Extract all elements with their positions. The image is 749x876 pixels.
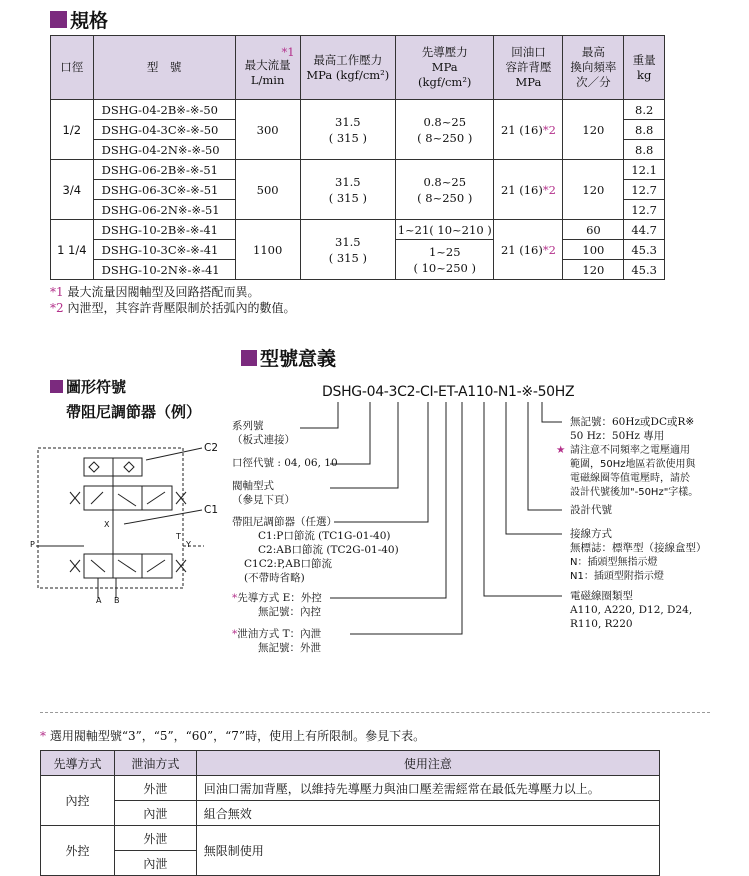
usage-header-pilot: 先導方式 <box>41 751 115 776</box>
header-weight: 重量 kg <box>624 36 665 100</box>
label-freq-note1: 請注意不同頻率之電壓適用 <box>570 445 690 456</box>
label-damper-c1c2: C1C2:P,AB口節流 <box>244 558 333 570</box>
label-wiring: 接線方式 <box>570 528 612 540</box>
model-section-title: 型號意義 <box>241 344 336 371</box>
label-drain: *泄油方式 T：內泄 <box>232 628 322 640</box>
label-coil1: A110, A220, D12, D24, <box>570 604 693 616</box>
table-row <box>51 220 665 240</box>
label-coil: 電磁線圈類型 <box>570 590 633 602</box>
title-square-icon <box>50 380 63 393</box>
usage-note: * 選用閥軸型號“3”，“5”，“60”，“7”時，使用上有所限制。參見下表。 <box>40 729 426 743</box>
label-freq2: 50 Hz：50Hz 專用 <box>570 430 665 442</box>
model-cell: DSHG-06-2B※-※-51 <box>93 160 235 180</box>
port-cell: 1/2 <box>51 100 94 160</box>
label-pilot: *先導方式 E：外控 <box>232 592 322 604</box>
label-drain-none: 無記號：外泄 <box>258 642 321 654</box>
title-square-icon <box>50 11 67 28</box>
max-flow-mark: *1 <box>281 45 295 59</box>
diagram-label-x: X <box>104 520 110 529</box>
label-spool-note: （參見下頁） <box>232 494 295 506</box>
usage-drain-cell: 內泄 <box>114 801 196 826</box>
diagram-label-b: B <box>114 596 120 605</box>
label-design: 設計代號 <box>570 504 612 516</box>
weight-cell: 8.8 <box>624 120 665 140</box>
weight-cell: 8.2 <box>624 100 665 120</box>
model-cell: DSHG-10-2B※-※-41 <box>93 220 235 240</box>
label-freq-note3: 電磁線圈等值電壓時，請於 <box>570 473 690 484</box>
weight-cell: 8.8 <box>624 140 665 160</box>
pilot-cell: 0.8~25 ( 8~250 ) <box>396 160 494 220</box>
table-row <box>41 826 660 851</box>
diagram-label-c2: C2 <box>204 442 219 454</box>
title-square-icon <box>241 350 257 366</box>
label-freq-note2: 範圍，50Hz地區若欲使用與 <box>570 459 696 470</box>
label-wiring3: N1：插頭型附指示燈 <box>570 571 664 582</box>
header-port: 口徑 <box>51 36 94 100</box>
spec-note-2: *2 內泄型，其容許背壓限制於括弧內的數值。 <box>50 301 296 315</box>
pressure-cell: 31.5 ( 315 ) <box>300 100 395 160</box>
model-cell: DSHG-06-2N※-※-51 <box>93 200 235 220</box>
usage-table <box>40 750 660 876</box>
back-pressure-cell: 21 (16)*2 <box>494 220 563 280</box>
label-wiring1: 無標誌：標準型（接線盒型） <box>570 542 707 554</box>
port-cell: 3/4 <box>51 160 94 220</box>
label-coil2: R110, R220 <box>570 618 633 630</box>
table-row <box>51 160 665 180</box>
usage-drain-cell: 內泄 <box>114 851 196 876</box>
symbol-title: 圖形符號 <box>50 376 126 397</box>
label-damper-c2: C2:AB口節流 (TC2G-01-40) <box>258 544 399 556</box>
usage-header-drain: 泄油方式 <box>114 751 196 776</box>
pressure-cell: 31.5 ( 315 ) <box>300 160 395 220</box>
weight-cell: 45.3 <box>624 240 665 260</box>
label-wiring2: N：插頭型無指示燈 <box>570 557 658 568</box>
usage-notice-cell: 組合無效 <box>196 801 659 826</box>
spec-table <box>50 35 665 280</box>
back-pressure-cell: 21 (16)*2 <box>494 160 563 220</box>
diagram-label-c1: C1 <box>204 504 219 516</box>
freq-cell: 60 <box>563 220 624 240</box>
diagram-label-y: Y <box>186 540 191 549</box>
flow-cell: 300 <box>235 100 300 160</box>
diagram-label-t: T <box>176 532 181 541</box>
model-cell: DSHG-10-3C※-※-41 <box>93 240 235 260</box>
port-cell: 1 1/4 <box>51 220 94 280</box>
usage-header-notice: 使用注意 <box>196 751 659 776</box>
spec-header-row <box>51 36 665 100</box>
label-port: 口徑代號 : 04, 06, 10 <box>232 457 338 469</box>
freq-cell: 120 <box>563 160 624 220</box>
weight-cell: 12.1 <box>624 160 665 180</box>
symbol-subtitle: 帶阻尼調節器（例） <box>66 403 202 421</box>
label-damper-c1: C1:P口節流 (TC1G-01-40) <box>258 530 391 542</box>
label-pilot-none: 無記號：內控 <box>258 606 321 618</box>
pilot-cell: 0.8~25 ( 8~250 ) <box>396 100 494 160</box>
weight-cell: 45.3 <box>624 260 665 280</box>
weight-cell: 12.7 <box>624 200 665 220</box>
usage-notice-cell: 回油口需加背壓，以維持先導壓力與油口壓差需經常在最低先導壓力以上。 <box>196 776 659 801</box>
table-row <box>41 801 660 826</box>
freq-cell: 100 <box>563 240 624 260</box>
freq-cell: 120 <box>563 100 624 160</box>
label-series-note: （板式連接） <box>232 434 295 446</box>
usage-pilot-cell: 外控 <box>41 826 115 876</box>
back-pressure-cell: 21 (16)*2 <box>494 100 563 160</box>
flow-cell: 1100 <box>235 220 300 280</box>
usage-pilot-cell: 內控 <box>41 776 115 826</box>
header-max-flow: *1 最大流量 L/min <box>235 36 300 100</box>
label-damper-none: (不帶時省略) <box>244 572 305 584</box>
spec-note-1: *1 最大流量因閥軸型及回路搭配而異。 <box>50 285 260 299</box>
hydraulic-symbol-diagram <box>26 436 236 606</box>
usage-header-row <box>41 751 660 776</box>
model-cell: DSHG-04-3C※-※-50 <box>93 120 235 140</box>
flow-cell: 500 <box>235 160 300 220</box>
model-cell: DSHG-04-2B※-※-50 <box>93 100 235 120</box>
header-max-pressure: 最高工作壓力 MPa (kgf/cm²) <box>300 36 395 100</box>
model-cell: DSHG-06-3C※-※-51 <box>93 180 235 200</box>
label-series: 系列號 <box>232 420 264 432</box>
table-row <box>41 776 660 801</box>
label-damper: 帶阻尼調節器（任選） <box>232 516 337 528</box>
dashed-outline <box>38 448 183 588</box>
usage-drain-cell: 外泄 <box>114 776 196 801</box>
freq-cell: 120 <box>563 260 624 280</box>
weight-cell: 12.7 <box>624 180 665 200</box>
star-icon: ★ <box>556 444 566 456</box>
table-row <box>51 100 665 120</box>
diagram-label-p: P <box>30 540 35 549</box>
diagram-label-a: A <box>96 596 102 605</box>
divider <box>40 712 710 713</box>
main-valve <box>84 554 172 578</box>
model-cell: DSHG-10-2N※-※-41 <box>93 260 235 280</box>
header-model: 型 號 <box>93 36 235 100</box>
usage-notice-cell: 無限制使用 <box>196 826 659 876</box>
weight-cell: 44.7 <box>624 220 665 240</box>
model-cell: DSHG-04-2N※-※-50 <box>93 140 235 160</box>
label-freq-note4: 設計代號後加"-50Hz"字樣。 <box>570 487 699 498</box>
pressure-cell: 31.5 ( 315 ) <box>300 220 395 280</box>
label-freq1: 無記號：60Hz或DC或R※ <box>570 416 695 428</box>
header-max-freq: 最高 換向頻率 次／分 <box>563 36 624 100</box>
pilot-cell: 1~21( 10~210 ) <box>396 220 494 240</box>
header-pilot-pressure: 先導壓力 MPa (kgf/cm²) <box>396 36 494 100</box>
header-return-back: 回油口 容許背壓 MPa <box>494 36 563 100</box>
model-code: DSHG-04-3C2-CI-ET-A110-N1-※-50HZ <box>322 384 575 400</box>
usage-drain-cell: 外泄 <box>114 826 196 851</box>
label-spool: 閥軸型式 <box>232 480 274 492</box>
spec-section-title: 規格 <box>50 6 108 33</box>
pilot-cell: 1~25 ( 10~250 ) <box>396 240 494 280</box>
